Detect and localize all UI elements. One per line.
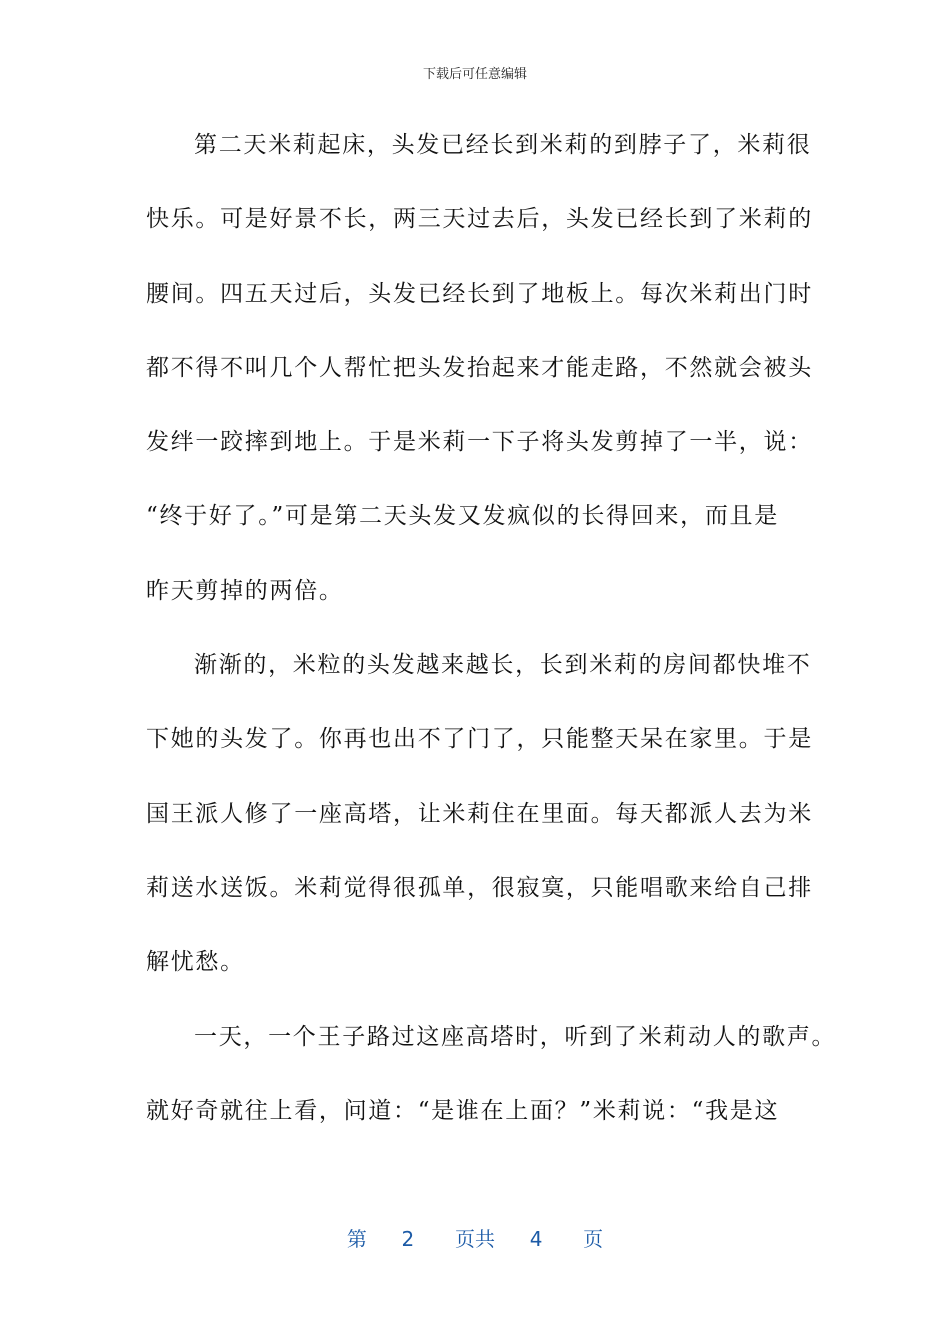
- text-line: “终于好了。”可是第二天头发又发疯似的长得回来，而且是: [146, 503, 779, 530]
- page-prefix: 第: [346, 1227, 367, 1251]
- text-line: 都不得不叫几个人帮忙把头发抬起来才能走路，不然就会被头: [146, 354, 813, 381]
- page-suffix: 页: [583, 1227, 604, 1251]
- current-page-number: 2: [401, 1227, 415, 1251]
- text-line: 莉送水送饭。米莉觉得很孤单，很寂寞，只能唱歌来给自己排: [146, 874, 813, 901]
- page-header-note: 下载后可任意编辑: [422, 67, 527, 82]
- text-line: 国王派人修了一座高塔，让米莉住在里面。每天都派人去为米: [146, 800, 813, 827]
- text-line: 解忧愁。: [146, 949, 245, 976]
- text-line: 发绊一跤摔到地上。于是米莉一下子将头发剪掉了一半，说：: [146, 429, 813, 456]
- text-line: 第二天米莉起床，头发已经长到米莉的到脖子了，米莉很: [194, 132, 812, 158]
- text-line: 渐渐的，米粒的头发越来越长，长到米莉的房间都快堆不: [194, 652, 812, 679]
- text-line: 快乐。可是好景不长，两三天过去后，头发已经长到了米莉的: [146, 206, 813, 233]
- page-middle: 页共: [455, 1227, 495, 1251]
- page-number-footer: [0, 1226, 950, 1252]
- text-line: 昨天剪掉的两倍。: [146, 577, 344, 604]
- total-pages-number: 4: [529, 1227, 543, 1251]
- text-line: 一天，一个王子路过这座高塔时，听到了米莉动人的歌声。: [194, 1023, 837, 1050]
- text-line: 就好奇就往上看，问道：“是谁在上面？”米莉说：“我是这: [146, 1097, 780, 1124]
- text-line: 下她的头发了。你再也出不了门了，只能整天呆在家里。于是: [146, 726, 813, 753]
- text-line: 腰间。四五天过后，头发已经长到了地板上。每次米莉出门时: [146, 280, 813, 307]
- story-body: [146, 122, 837, 1162]
